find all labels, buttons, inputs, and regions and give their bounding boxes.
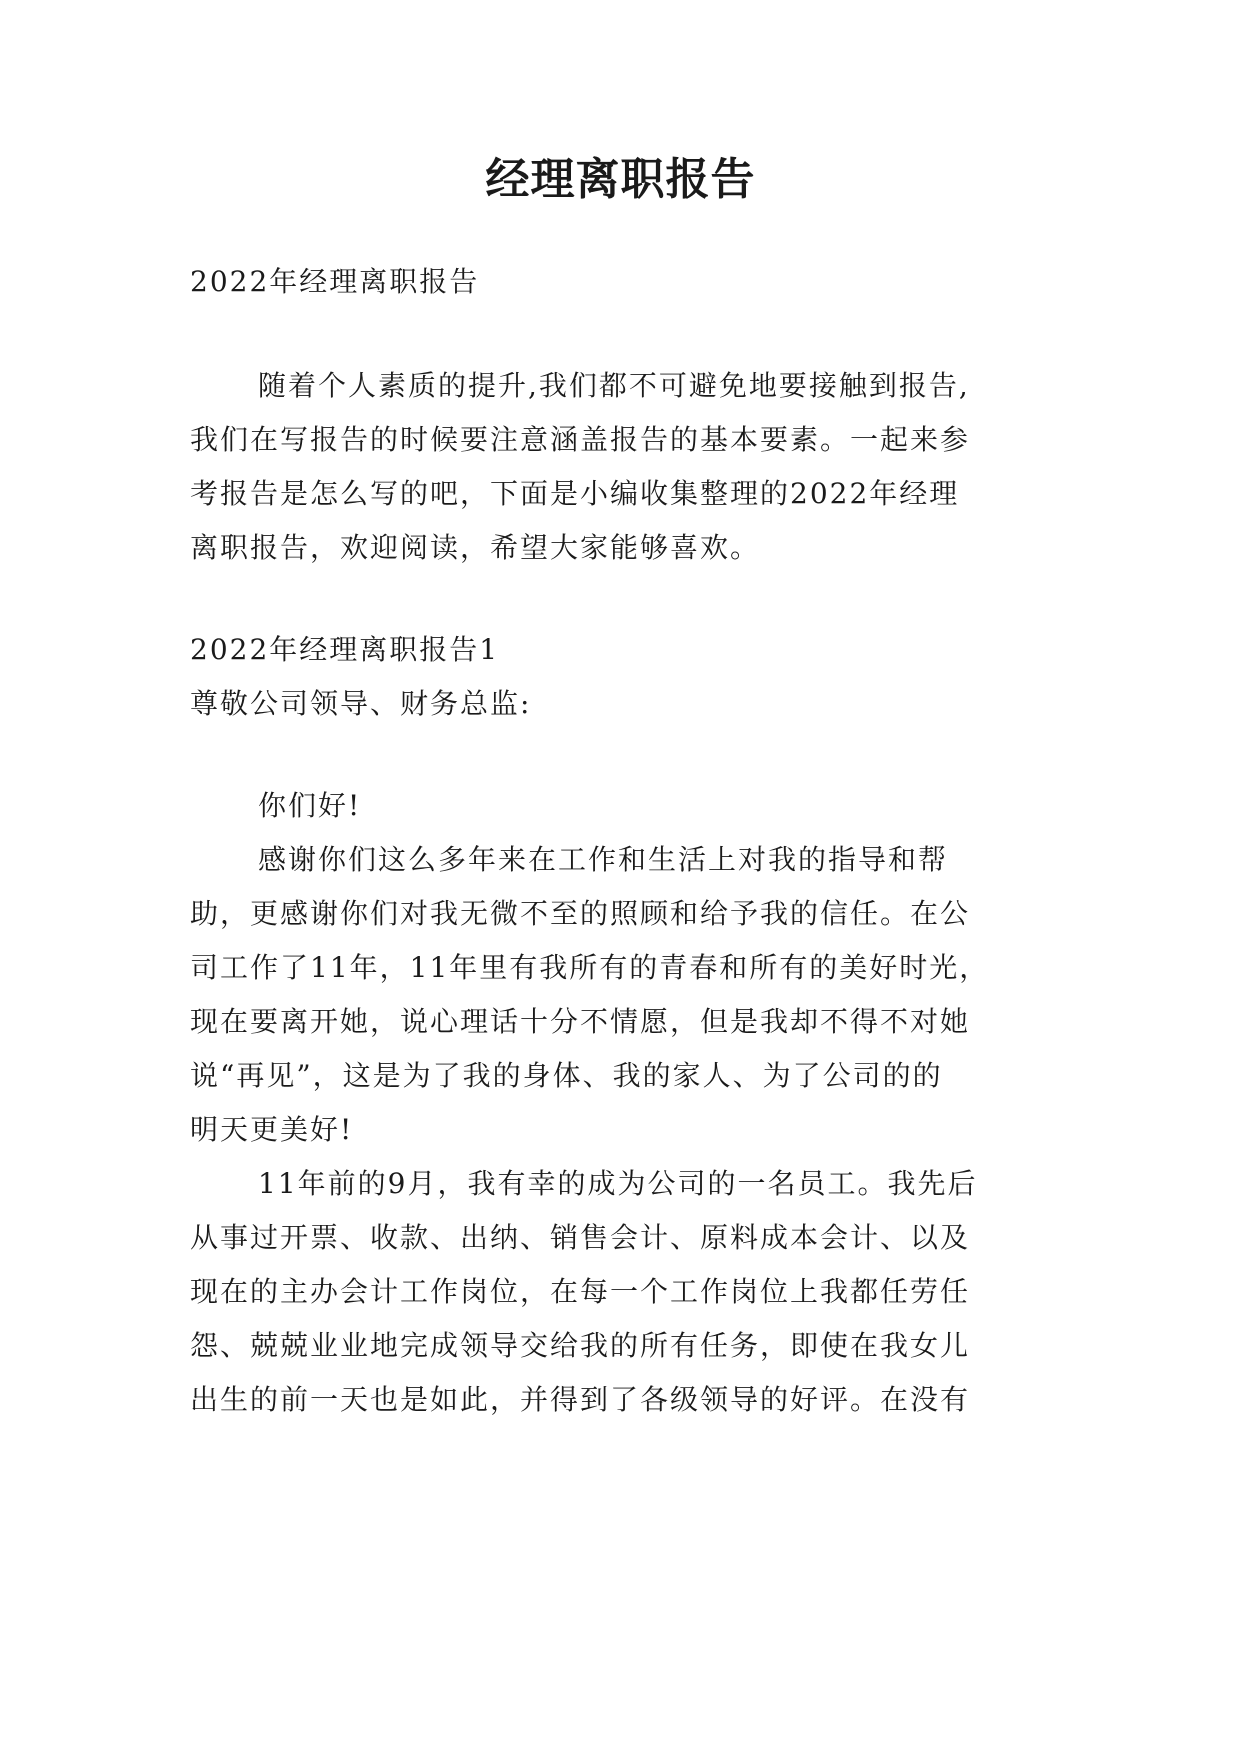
paragraph-line: 感谢你们这么多年来在工作和生活上对我的指导和帮: [258, 843, 949, 876]
intro-line: 离职报告，欢迎阅读，希望大家能够喜欢。: [190, 531, 761, 564]
paragraph-line: 从事过开票、收款、出纳、销售会计、原料成本会计、以及: [190, 1221, 971, 1254]
paragraph-line: 出生的前一天也是如此，并得到了各级领导的好评。在没有: [190, 1383, 971, 1416]
document-subtitle: 2022年经理离职报告: [190, 265, 480, 298]
paragraph-line: 现在的主办会计工作岗位，在每一个工作岗位上我都任劳任: [190, 1275, 971, 1308]
section-heading: 2022年经理离职报告1: [190, 633, 500, 666]
paragraph-line: 助，更感谢你们对我无微不至的照顾和给予我的信任。在公: [190, 897, 971, 930]
paragraph-line: 司工作了11年，11年里有我所有的青春和所有的美好时光，: [190, 951, 990, 984]
document-title: 经理离职报告: [485, 154, 756, 205]
paragraph-line: 11年前的9月，我有幸的成为公司的一名员工。我先后: [258, 1167, 978, 1200]
intro-line: 我们在写报告的时候要注意涵盖报告的基本要素。一起来参: [190, 423, 971, 456]
greeting: 你们好!: [258, 789, 362, 822]
intro-line: 随着个人素质的提升,我们都不可避免地要接触到报告,: [258, 369, 970, 402]
intro-line: 考报告是怎么写的吧，下面是小编收集整理的2022年经理: [190, 477, 960, 510]
paragraph-line: 明天更美好!: [190, 1113, 354, 1146]
paragraph-line: 现在要离开她，说心理话十分不情愿，但是我却不得不对她: [190, 1005, 971, 1038]
paragraph-line: 说“再见”，这是为了我的身体、我的家人、为了公司的的: [190, 1059, 943, 1092]
paragraph-line: 怨、兢兢业业地完成领导交给我的所有任务，即使在我女儿: [190, 1329, 971, 1362]
salutation: 尊敬公司领导、财务总监:: [190, 687, 532, 720]
